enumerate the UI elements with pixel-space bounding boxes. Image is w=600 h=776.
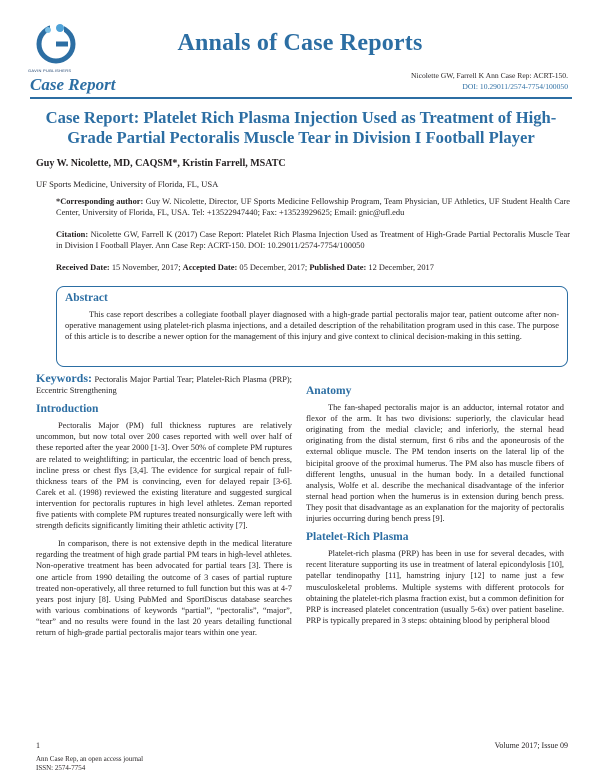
footer-issn: ISSN: 2574-7754 <box>36 764 86 772</box>
article-type-label: Case Report <box>30 75 116 94</box>
received-label: Received Date: <box>56 263 110 272</box>
volume-issue: Volume 2017; Issue 09 <box>494 741 568 750</box>
published-label: Published Date: <box>309 263 367 272</box>
authors: Guy W. Nicolette, MD, CAQSM*, Kristin Farrell, MSATC <box>36 158 286 169</box>
footer-journal-info <box>36 755 143 773</box>
citation-block <box>56 229 570 251</box>
anatomy-heading: Anatomy <box>306 385 352 397</box>
accepted-label: Accepted Date: <box>182 263 238 272</box>
footer-journal-line: Ann Case Rep, an open access journal <box>36 755 144 763</box>
abstract-heading: Abstract <box>65 292 108 304</box>
received-date: 15 November, 2017; <box>111 263 181 272</box>
masthead <box>0 0 600 100</box>
prp-paragraph-1: Platelet-rich plasma (PRP) has been in use for several decades, with recent literature supporting its use in treatment of lateral epicondylosis [10], patellar tendinopathy [11], hamstring injury [12] to name just a few musculoskeletal problems. Multiple systems with different protocols for obtaining the platelet-rich plasma fraction exist, but a common definition for PRP is increased platelet concentration (usually 5-6x) over patient baseline. PRP is typically prepared in 3 steps: obtaining blood by peripheral blood <box>306 549 564 625</box>
introduction-paragraph-1: Pectoralis Major (PM) full thickness ruptures are relatively uncommon, but now total over 200 cases reported with well over half of these reported after the year 2000 [1-3]. Over 50% of complete PM ruptures are related to weightlifting; in particular, the eccentric load of bench press, incline press or chest flys [3,4]. The evidence for surgical repair of full-thickness tears of the PM is convincing, even for delayed repair [3-6]. Carek et al. (1998) reviewed the existing literature and suggested surgical intervention for pectoralis ruptures in high level athletes. Zeman reported five patients with complete PM ruptures treated nonsurgically were left with strength deficits significantly limiting their athletic activity [7]. <box>36 421 292 531</box>
introduction-heading: Introduction <box>36 403 99 416</box>
header-doi-link[interactable]: DOI: 10.29011/2574-7754/100050 <box>462 82 568 91</box>
affiliation: UF Sports Medicine, University of Florida, FL, USA <box>36 179 219 189</box>
keywords <box>36 373 292 396</box>
page-number: 1 <box>36 741 40 750</box>
abstract-box <box>56 286 568 367</box>
citation-text: Nicolette GW, Farrell K (2017) Case Report: Platelet Rich Plasma Injection Used as Treatment of High-Grade Partial Pectoralis Muscle Tear in Division I Football Player. Ann Case Rep: ACRT-150. DOI: 10.29011/2574-7754/100050 <box>56 230 570 251</box>
corresponding-author <box>56 196 570 218</box>
paper-title: Case Report: Platelet Rich Plasma Injection Used as Treatment of High-Grade Partial Pectoralis Muscle Tear in Division I Football Player <box>45 108 557 147</box>
introduction-paragraph-2: In comparison, there is not extensive depth in the medical literature regarding the treatment of high grade partial PM tears in high-level athletes. Non-operative treatment has been advocated for partial tears [3]. There is one article from 1990 detailing the outcome of 3 cases of partial rupture treated non-operatively, all three returned to full function but this was at 4-7 years post injury [8]. Using PubMed and SportDiscus database searches with various combinations of keywords “partial”, “pectoralis”, “major”, “tear” and no results were found in the last 20 years detailing functional return of high-grade partial pectoralis major tears within one year. <box>36 539 292 637</box>
header-citation-line: Nicolette GW, Farrell K Ann Case Rep: ACRT-150. <box>411 71 568 80</box>
left-column <box>36 373 292 645</box>
keywords-label: Keywords: <box>36 371 92 385</box>
article-dates <box>56 262 570 273</box>
journal-title: Annals of Case Reports <box>177 30 423 56</box>
published-date: 12 December, 2017 <box>368 263 434 272</box>
corresponding-text: Guy W. Nicolette, Director, UF Sports Medicine Fellowship Program, Team Physician, UF Athletics, UF Student Health Care Center, University of Florida, FL, USA. Tel: +13522947440; Fax: +13523929625; Email: gnic@ufl.edu <box>56 197 571 218</box>
keywords-text: Pectoralis Major Partial Tear; Platelet-Rich Plasma (PRP); Eccentric Strengthening <box>36 375 293 396</box>
abstract-text: This case report describes a collegiate football player diagnosed with a high-grade partial pectoralis major tear, patient outcome after non-operative management using platelet-rich plasma injections, and a detailed description of the rehabilitation program used in this case. The purpose of this article is to describe a newer option for the management of this injury and give context to clinical decision-making in this setting. <box>65 310 559 342</box>
anatomy-paragraph-1: The fan-shaped pectoralis major is an adductor, internal rotator and flexor of the arm. It has two divisions: superiorly, the clavicular head originating from the medial clavicle; and inferiorly, the sternal head originating from the distal sternum, first 6 ribs and the aponeurosis of the external oblique muscle. The PM tendon inserts on the lateral lip of the bicipital groove of the proximal humerus. The PM also has muscle fibers of different lengths, unusual in the human body. In a detailed functional analysis, Wolfe et al. describe the mechanical disadvantage of the inferior sternal head portion when the humerus is in extension during bench press. They posit that disadvantage as an explanation for the majority of pectoralis injuries occurring during bench press [9]. <box>306 403 564 524</box>
header-divider <box>30 97 572 99</box>
citation-label: Citation: <box>56 230 89 239</box>
corresponding-label: *Corresponding author: <box>56 197 144 206</box>
logo-caption: GAVIN PUBLISHERS <box>28 68 72 73</box>
accepted-date: 05 December, 2017; <box>239 263 308 272</box>
right-column <box>306 386 564 633</box>
prp-heading: Platelet-Rich Plasma <box>306 531 409 544</box>
header-citation <box>411 70 568 92</box>
